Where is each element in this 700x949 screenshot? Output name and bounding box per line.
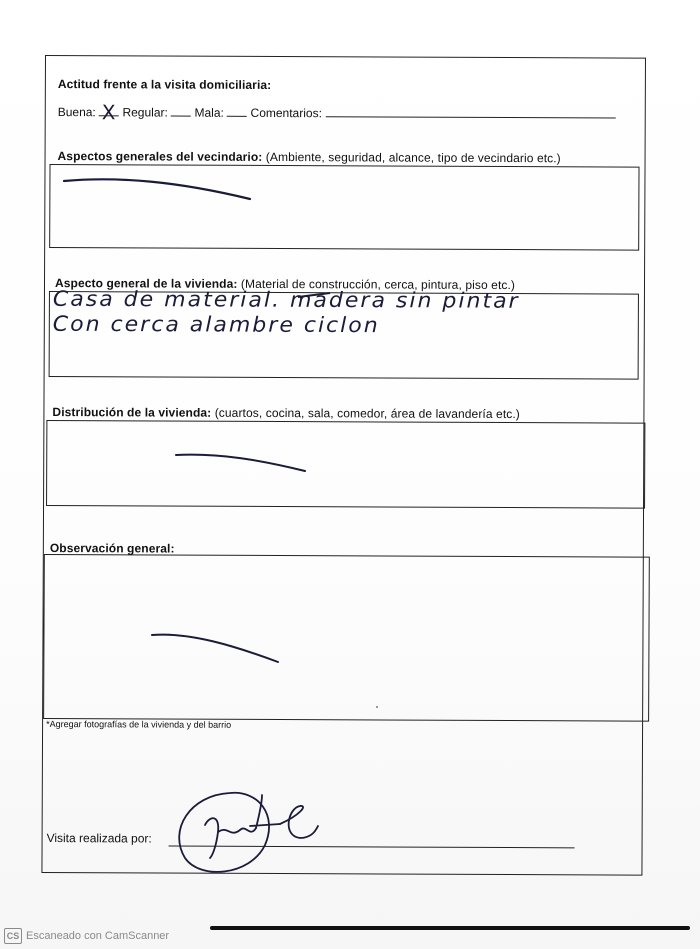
observation-box[interactable] (43, 554, 650, 722)
distribution-title-text: Distribución de la vivienda: (52, 405, 212, 420)
signature-line[interactable] (169, 846, 575, 849)
housing-hint: (Material de construcción, cerca, pintura, piso etc.) (240, 276, 516, 293)
distribution-title (52, 405, 520, 421)
regular-label: Regular: (122, 105, 168, 120)
attitude-title: Actitud frente a la visita domiciliaria: (57, 77, 272, 92)
observation-title: Observación general: (49, 541, 175, 556)
form-sheet (41, 55, 646, 876)
comentarios-blank[interactable] (325, 116, 615, 118)
mala-blank[interactable] (227, 116, 247, 117)
camscanner-logo: CS (4, 928, 22, 944)
mala-label: Mala: (194, 105, 224, 120)
distribution-hint: (cuartos, cocina, sala, comedor, área de lavandería etc.) (214, 405, 520, 422)
comentarios-label: Comentarios: (250, 105, 322, 121)
footnote: *Agregar fotografías de la vivienda y del barrio (46, 719, 232, 730)
neighborhood-title (58, 149, 561, 165)
housing-handwriting-line1: Casa de material. madera sin pintar (52, 287, 520, 314)
neighborhood-title-text: Aspectos generales del vecindario: (57, 149, 263, 164)
visit-label: Visita realizada por: (46, 831, 152, 846)
attitude-row (58, 105, 616, 121)
buena-label: Buena: (57, 105, 96, 120)
housing-handwriting-line2: Con cerca alambre ciclon (52, 312, 380, 338)
neighborhood-hint: (Ambiente, seguridad, alcance, tipo de vecindario etc.) (265, 149, 561, 166)
camscanner-text: Escaneado con CamScanner (26, 930, 170, 942)
camscanner-watermark (4, 928, 169, 944)
scan-edge-bar (210, 926, 690, 930)
neighborhood-box[interactable] (49, 164, 639, 251)
distribution-box[interactable] (46, 420, 645, 509)
housing-title-text: Aspecto general de la vivienda: (54, 276, 238, 291)
buena-check-mark: X (101, 100, 116, 125)
regular-blank[interactable] (171, 116, 191, 117)
